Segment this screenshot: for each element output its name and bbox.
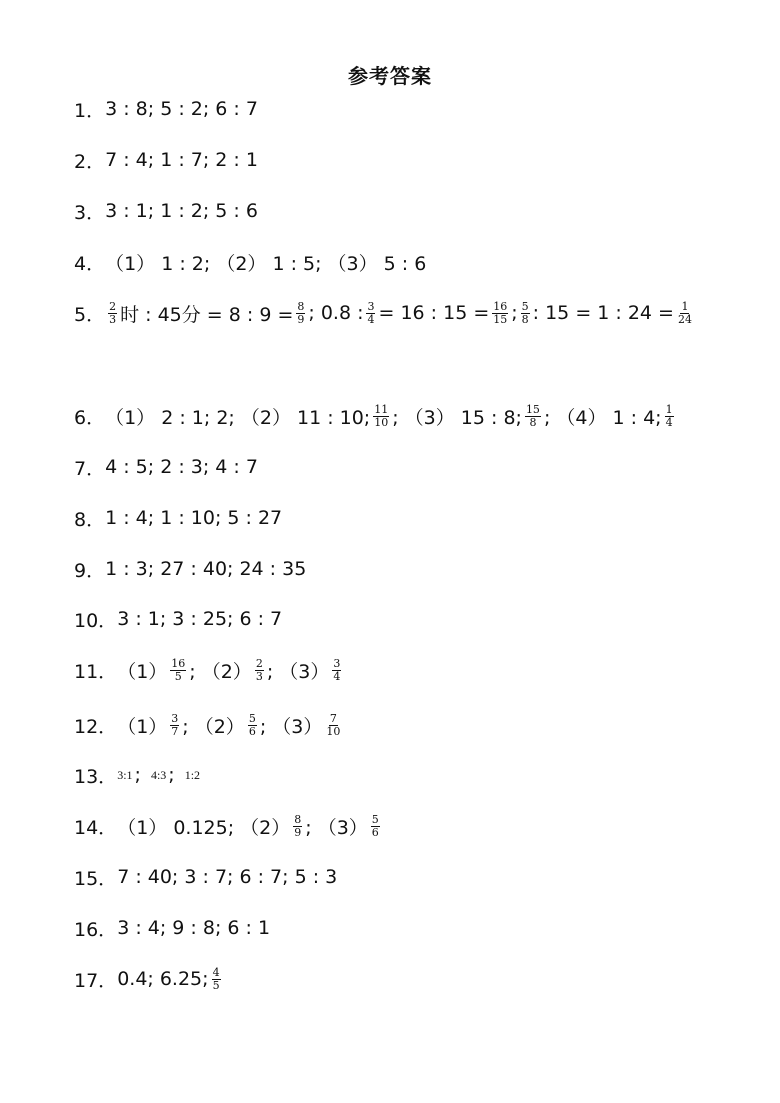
answer-number: 3． bbox=[74, 201, 106, 224]
answer-text: 3 : 8; 5 : 2; 6 : 7 bbox=[105, 98, 258, 120]
fraction: $\frac{16}{5}$ bbox=[171, 656, 186, 683]
fraction: $\frac{3}{4}$ bbox=[333, 656, 341, 683]
answer-number: 8． bbox=[74, 508, 106, 531]
answer-number: 15． bbox=[74, 867, 118, 890]
answer-number: 7． bbox=[74, 457, 106, 480]
fraction: $\frac{5}{6}$ bbox=[371, 812, 379, 839]
fraction: $\frac{16}{15}$ bbox=[493, 299, 508, 326]
answer-text: 4 : 5; 2 : 3; 4 : 7 bbox=[105, 456, 258, 478]
answer-12 bbox=[74, 708, 344, 742]
answer-text: ; （3） bbox=[266, 660, 330, 683]
answer-5 bbox=[74, 296, 696, 330]
fraction: $\frac{4}{5}$ bbox=[212, 965, 220, 992]
answer-text: ; （4） 1 : 4; bbox=[543, 406, 662, 429]
answer-text: ; bbox=[134, 764, 141, 786]
answer-text: （1） 0.125; （2） bbox=[117, 816, 291, 839]
answer-16 bbox=[74, 911, 270, 945]
fraction: $\frac{8}{9}$ bbox=[297, 299, 305, 326]
answer-text: ; bbox=[511, 302, 518, 324]
answer-text: ; （3） bbox=[259, 715, 323, 738]
answer-text: 1:2 bbox=[184, 767, 201, 782]
fraction: $\frac{5}{8}$ bbox=[521, 299, 529, 326]
fraction: $\frac{1}{24}$ bbox=[677, 299, 692, 326]
answer-6 bbox=[74, 399, 677, 433]
fraction: $\frac{11}{10}$ bbox=[374, 402, 389, 429]
answer-text: （1） 1 : 2; （2） 1 : 5; （3） 5 : 6 bbox=[105, 252, 427, 275]
answer-text: （1） bbox=[117, 715, 168, 738]
answer-8 bbox=[74, 501, 282, 535]
answer-3 bbox=[74, 194, 258, 228]
answer-text: ; bbox=[168, 764, 175, 786]
answer-number: 2． bbox=[74, 150, 106, 173]
answer-number: 12． bbox=[74, 715, 118, 738]
fraction: $\frac{7}{10}$ bbox=[326, 711, 341, 738]
answer-text: : 15 = 1 : 24 = bbox=[532, 302, 674, 324]
answer-1 bbox=[74, 92, 258, 126]
fraction: $\frac{3}{4}$ bbox=[367, 299, 375, 326]
answer-number: 16． bbox=[74, 918, 118, 941]
answer-number: 9． bbox=[74, 559, 106, 582]
answer-number: 6． bbox=[74, 406, 106, 429]
answer-text: 3:1 bbox=[117, 767, 133, 782]
answer-text: ; （2） bbox=[182, 715, 245, 738]
answer-text: （1） bbox=[117, 660, 168, 683]
answer-4 bbox=[74, 245, 426, 279]
answer-text: 7 : 4; 1 : 7; 2 : 1 bbox=[105, 149, 258, 171]
fraction: $\frac{3}{7}$ bbox=[171, 711, 179, 738]
answer-text: 时 : 45分 = 8 : 9 = bbox=[120, 303, 294, 326]
fraction: $\frac{8}{9}$ bbox=[294, 812, 302, 839]
answer-text: 4:3 bbox=[150, 767, 167, 782]
answer-text: ; （2） bbox=[189, 660, 252, 683]
fraction: $\frac{2}{3}$ bbox=[255, 656, 263, 683]
fraction: $\frac{5}{6}$ bbox=[248, 711, 256, 738]
answer-number: 11． bbox=[74, 660, 118, 683]
page-title: 参考答案 bbox=[348, 64, 432, 88]
answer-number: 14． bbox=[74, 816, 118, 839]
answer-10 bbox=[74, 602, 282, 636]
answer-text: ; （3） 15 : 8; bbox=[392, 406, 522, 429]
answer-text: 3 : 1; 3 : 25; 6 : 7 bbox=[117, 608, 283, 630]
answer-number: 4． bbox=[74, 252, 106, 275]
answer-text: ; （3） bbox=[305, 816, 368, 839]
fraction: $\frac{15}{8}$ bbox=[525, 402, 540, 429]
answer-11 bbox=[74, 653, 344, 687]
answer-15 bbox=[74, 860, 337, 894]
fraction: $\frac{2}{3}$ bbox=[109, 299, 117, 326]
answer-13 bbox=[74, 758, 200, 792]
answer-text: 1 : 3; 27 : 40; 24 : 35 bbox=[105, 558, 307, 580]
fraction: $\frac{1}{4}$ bbox=[665, 402, 673, 429]
answer-text: 3 : 1; 1 : 2; 5 : 6 bbox=[105, 200, 258, 222]
answer-7 bbox=[74, 450, 258, 484]
answer-text: = 16 : 15 = bbox=[378, 302, 490, 324]
answer-9 bbox=[74, 552, 306, 586]
answer-number: 5． bbox=[74, 303, 106, 326]
answer-17 bbox=[74, 962, 224, 996]
answer-text: 3 : 4; 9 : 8; 6 : 1 bbox=[117, 917, 271, 939]
answer-text: 7 : 40; 3 : 7; 6 : 7; 5 : 3 bbox=[117, 866, 338, 888]
answer-number: 1． bbox=[74, 99, 106, 122]
answer-text: 1 : 4; 1 : 10; 5 : 27 bbox=[105, 507, 283, 529]
answer-14 bbox=[74, 809, 383, 843]
answer-number: 13． bbox=[74, 765, 118, 788]
answer-2 bbox=[74, 143, 258, 177]
answer-number: 10． bbox=[74, 609, 118, 632]
answer-text: （1） 2 : 1; 2; （2） 11 : 10; bbox=[105, 406, 371, 429]
answer-text: 0.4; 6.25; bbox=[117, 968, 209, 990]
answer-text: ; 0.8 : bbox=[308, 302, 364, 324]
answer-number: 17． bbox=[74, 969, 118, 992]
